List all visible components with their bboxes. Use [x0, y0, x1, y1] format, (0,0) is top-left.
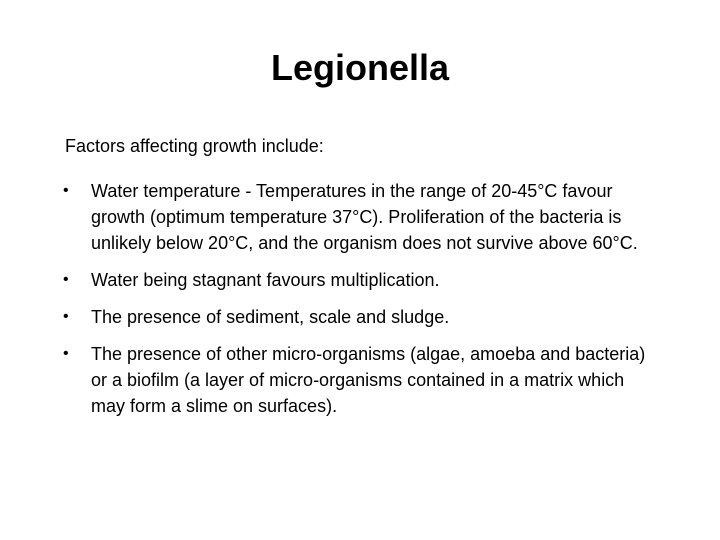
bullet-marker: • [63, 182, 69, 199]
bullet-text: The presence of sediment, scale and sludge. [91, 307, 450, 327]
bullet-marker: • [63, 271, 69, 288]
intro-text: Factors affecting growth include: [65, 136, 324, 156]
bullet-item-water-temperature [60, 178, 660, 256]
bullet-text: Water being stagnant favours multiplication. [91, 270, 440, 290]
bullet-marker: • [63, 345, 69, 362]
bullet-item-stagnant-water [60, 267, 660, 293]
bullet-item-micro-organisms [60, 341, 660, 419]
bullet-text: The presence of other micro-organisms (algae, amoeba and bacteria) or a biofilm (a layer of micro-organisms contained in a matrix which may form a slime on surfaces). [91, 344, 646, 416]
bullet-marker: • [63, 308, 69, 325]
bullet-list [60, 178, 660, 430]
bullet-item-sediment [60, 304, 660, 330]
slide-title: Legionella [270, 47, 450, 88]
bullet-text: Water temperature - Temperatures in the range of 20-45°C favour growth (optimum temperature 37°C). Proliferation of the bacteria is unlikely below 20°C, and the organism does not survive above 60°C. [91, 181, 638, 253]
